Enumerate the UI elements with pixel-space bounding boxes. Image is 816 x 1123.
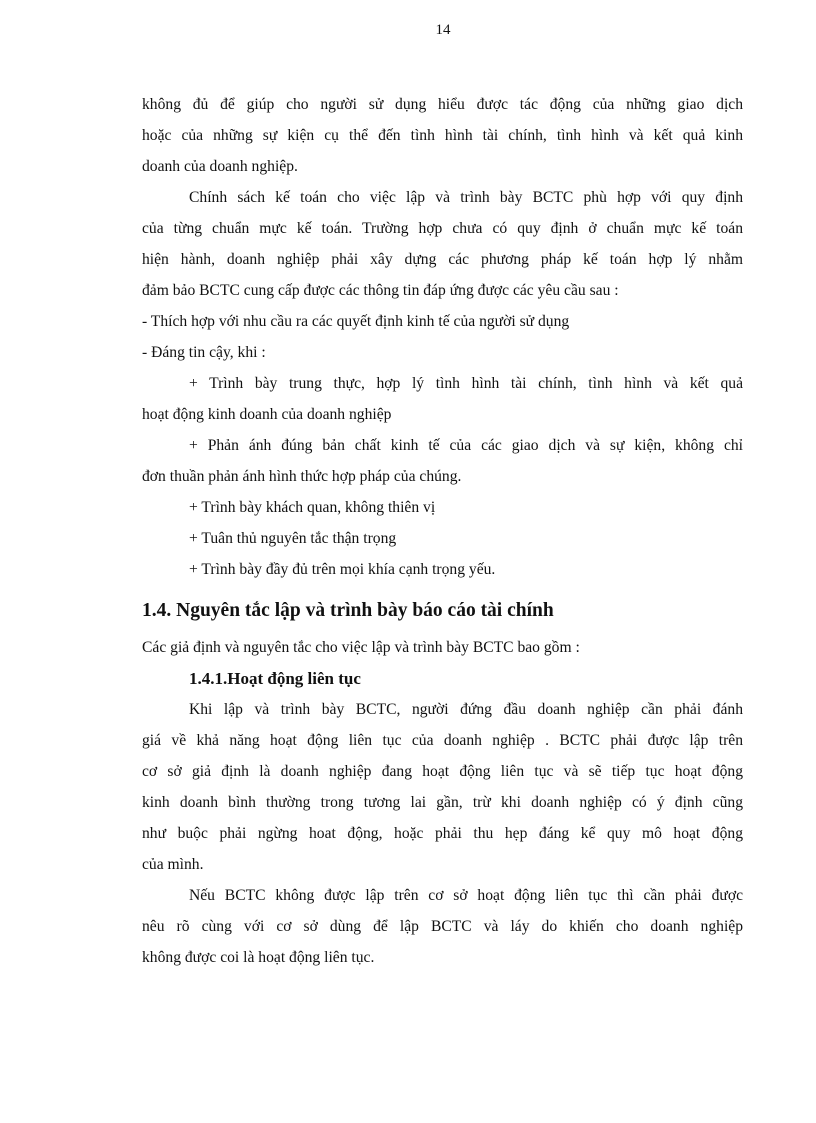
- section-heading: 1.4. Nguyên tắc lập và trình bày báo cáo tài chính: [142, 600, 554, 621]
- list-item: - Đáng tin cậy, khi :: [142, 344, 266, 361]
- document-body: [142, 89, 743, 973]
- sub-list-item: + Phản ánh đúng bản chất kinh tế của các giao dịch và sự kiện, không chỉ: [189, 437, 743, 454]
- paragraph-line: hoặc của những sự kiện cụ thể đến tình hình tài chính, tình hình và kết quả kinh: [142, 127, 743, 144]
- paragraph-line: hiện hành, doanh nghiệp phải xây dựng các phương pháp kế toán hợp lý nhằm: [142, 251, 743, 268]
- paragraph-line: cơ sở giả định là doanh nghiệp đang hoạt động liên tục và sẽ tiếp tục hoạt động: [142, 763, 743, 780]
- paragraph-line: không đủ để giúp cho người sử dụng hiểu được tác động của những giao dịch: [142, 96, 743, 113]
- paragraph-line: doanh của doanh nghiệp.: [142, 158, 298, 175]
- paragraph-line: Nếu BCTC không được lập trên cơ sở hoạt động liên tục thì cần phải được: [189, 887, 743, 904]
- subsection-heading: 1.4.1.Hoạt động liên tục: [189, 669, 361, 688]
- paragraph-line: của mình.: [142, 856, 204, 873]
- sub-list-item: + Trình bày trung thực, hợp lý tình hình tài chính, tình hình và kết quả: [189, 375, 743, 392]
- paragraph-line: đảm bảo BCTC cung cấp được các thông tin đáp ứng được các yêu cầu sau :: [142, 282, 619, 299]
- paragraph-line: Các giả định và nguyên tắc cho việc lập và trình bày BCTC bao gồm :: [142, 639, 580, 656]
- paragraph-line: giá về khả năng hoạt động liên tục của doanh nghiệp . BCTC phải được lập trên: [142, 732, 743, 749]
- sub-list-item: + Tuân thủ nguyên tắc thận trọng: [189, 530, 397, 547]
- paragraph-line: Khi lập và trình bày BCTC, người đứng đầu doanh nghiệp cần phải đánh: [189, 701, 743, 718]
- paragraph-line: đơn thuần phản ánh hình thức hợp pháp của chúng.: [142, 468, 462, 485]
- paragraph-line: nêu rõ cùng với cơ sở dùng để lập BCTC và láy do khiến cho doanh nghiệp: [142, 918, 743, 935]
- page-number: 14: [435, 22, 451, 38]
- paragraph-line: hoạt động kinh doanh của doanh nghiệp: [142, 406, 392, 423]
- paragraph-line: của từng chuẩn mực kế toán. Trường hợp chưa có quy định ở chuẩn mực kế toán: [142, 220, 743, 237]
- sub-list-item: + Trình bày khách quan, không thiên vị: [189, 499, 436, 516]
- paragraph-line: Chính sách kế toán cho việc lập và trình bày BCTC phù hợp với quy định: [189, 189, 743, 206]
- paragraph-line: như buộc phải ngừng hoat động, hoặc phải thu hẹp đáng kể quy mô hoạt động: [142, 825, 743, 842]
- list-item: - Thích hợp với nhu cầu ra các quyết định kinh tế của người sử dụng: [142, 313, 570, 330]
- paragraph-line: không được coi là hoạt động liên tục.: [142, 949, 375, 966]
- sub-list-item: + Trình bày đầy đủ trên mọi khía cạnh trọng yếu.: [189, 561, 496, 578]
- paragraph-line: kinh doanh bình thường trong tương lai gần, trừ khi doanh nghiệp có ý định cũng: [142, 794, 743, 811]
